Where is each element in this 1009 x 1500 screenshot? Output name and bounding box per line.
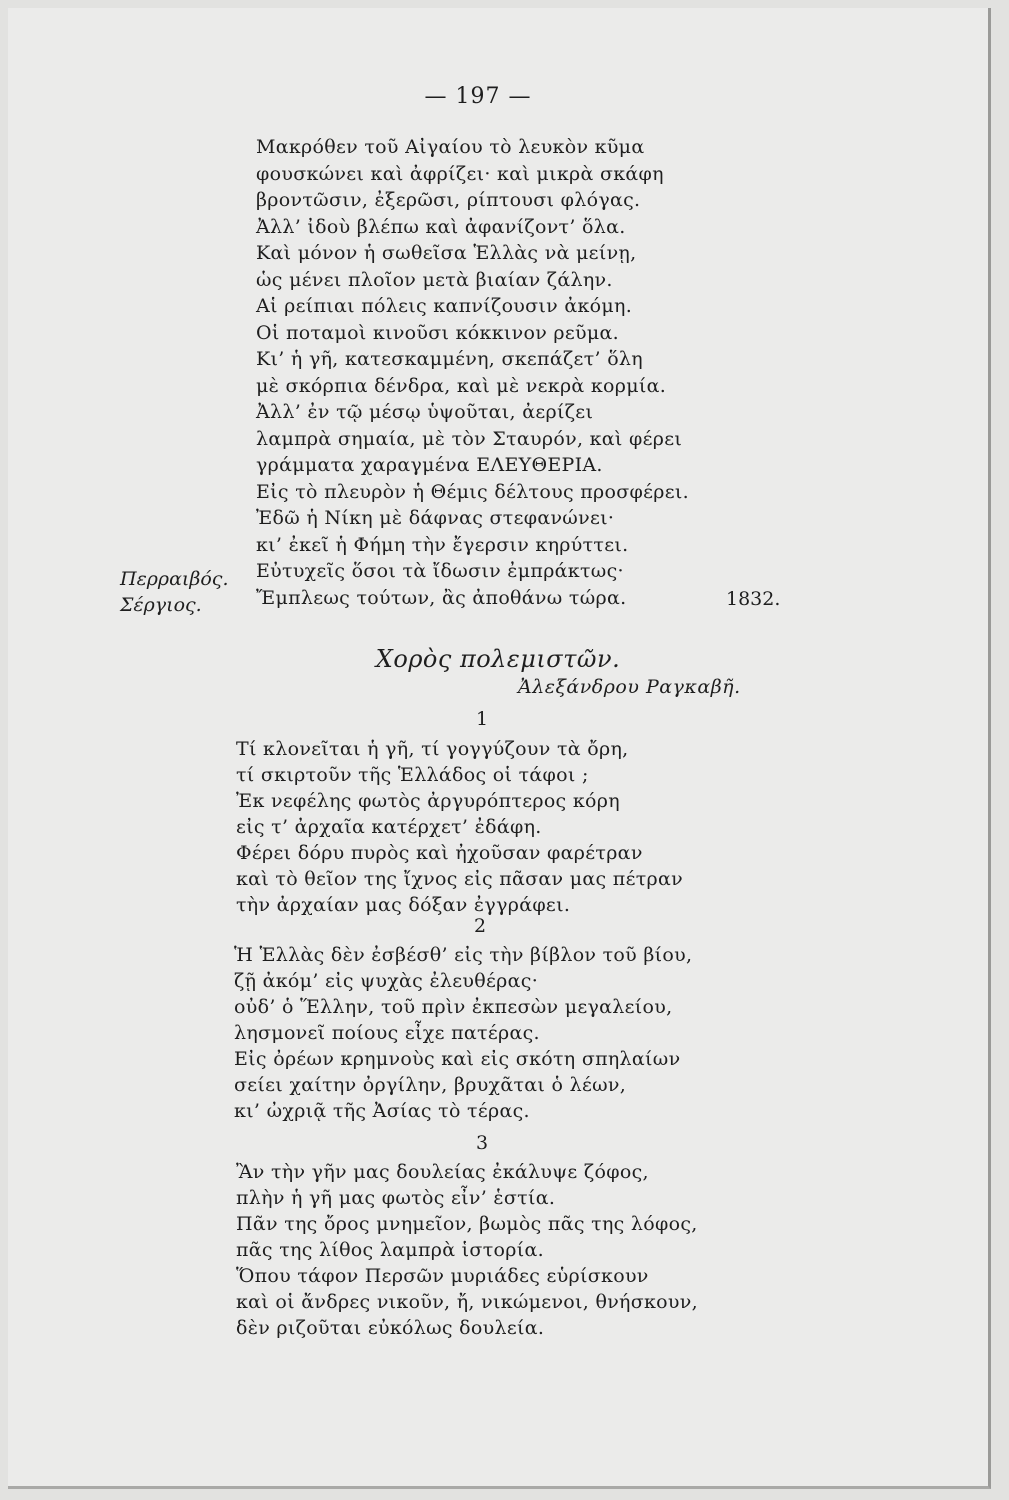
stanza-number: 2 [474, 915, 487, 937]
poem-line: Ἀλλ’ ἰδοὺ βλέπω καὶ ἀφανίζοντ’ ὅλα. [256, 215, 626, 238]
poem-line: Ἡ Ἑλλὰς δὲν ἐσβέσθ’ εἰς τὴν βίβλον τοῦ βίου, [234, 944, 693, 966]
poem-excerpt [256, 134, 689, 611]
poem-line: μὲ σκόρπια δένδρα, καὶ μὲ νεκρὰ κορμία. [256, 374, 667, 397]
poem-line: βροντῶσιν, ἐξερῶσι, ρίπτουσι φλόγας. [256, 189, 641, 211]
stanza-number: 1 [476, 708, 489, 730]
poem-line: πᾶς της λίθος λαμπρὰ ἱστορία. [236, 1239, 544, 1261]
poem-line: λαμπρὰ σημαία, μὲ τὸν Σταυρόν, καὶ φέρει [256, 427, 683, 450]
speaker-label: Περραιβός. [120, 568, 229, 590]
poem-line: Εἰς ὀρέων κρημνοὺς καὶ εἰς σκότη σπηλαίων [234, 1048, 681, 1070]
page-number: — 197 — [424, 84, 532, 109]
poem-line: Πᾶν της ὄρος μνημεῖον, βωμὸς πᾶς της λόφος, [236, 1213, 698, 1235]
poem-line: Ἐδῶ ἡ Νίκη μὲ δάφνας στεφανώνει· [256, 507, 615, 529]
speaker-label: Σέργιος. [120, 594, 202, 616]
poem-line: φουσκώνει καὶ ἀφρίζει· καὶ μικρὰ σκάφη [256, 162, 664, 185]
poem-author: Ἀλεξάνδρου Ραγκαβῆ. [518, 676, 741, 698]
poem-line: ζῇ ἀκόμ’ εἰς ψυχὰς ἐλευθέρας· [234, 970, 539, 992]
poem-line: σείει χαίτην ὀργίλην, βρυχᾶται ὁ λέων, [234, 1074, 627, 1096]
stanza [234, 942, 692, 1124]
poem-line: κι’ ἐκεῖ ἡ Φήμη τὴν ἔγερσιν κηρύττει. [256, 533, 629, 556]
poem-line: οὐδ’ ὁ Ἕλλην, τοῦ πρὶν ἐκπεσὼν μεγαλείου, [234, 996, 673, 1018]
poem-line: τὴν ἀρχαίαν μας δόξαν ἐγγράφει. [236, 894, 571, 916]
poem-line: Ἔμπλεως τούτων, ἂς ἀποθάνω τώρα. [256, 586, 627, 609]
stanza [236, 736, 683, 918]
poem-date: 1832. [726, 588, 781, 610]
poem-line: Αἱ ρείπιαι πόλεις καπνίζουσιν ἀκόμη. [256, 295, 633, 317]
poem-line: εἰς τ’ ἀρχαῖα κατέρχετ’ ἐδάφη. [236, 816, 542, 838]
poem-line: Οἱ ποταμοὶ κινοῦσι κόκκινον ρεῦμα. [256, 321, 620, 344]
poem-line: καὶ οἱ ἄνδρες νικοῦν, ἤ, νικώμενοι, θνήσκουν, [236, 1291, 698, 1313]
poem-line: καὶ τὸ θεῖον της ἴχνος εἰς πᾶσαν μας πέτραν [236, 868, 683, 890]
poem-title: Χορὸς πολεμιστῶν. [375, 645, 621, 673]
poem-line: Κι’ ἡ γῆ, κατεσκαμμένη, σκεπάζετ’ ὅλη [256, 348, 643, 370]
poem-line: Εἰς τὸ πλευρὸν ἡ Θέμις δέλτους προσφέρει. [256, 480, 689, 503]
stanza [236, 1159, 698, 1341]
poem-line: Φέρει δόρυ πυρὸς καὶ ἠχοῦσαν φαρέτραν [236, 842, 643, 864]
poem-line: πλὴν ἡ γῆ μας φωτὸς εἶν’ ἑστία. [236, 1187, 556, 1209]
poem-line: γράμματα χαραγμένα ΕΛΕΥΘΕΡΙΑ. [256, 454, 603, 476]
poem-line: τί σκιρτοῦν τῆς Ἑλλάδος οἱ τάφοι ; [236, 764, 589, 786]
stanza-number: 3 [476, 1132, 489, 1154]
poem-line: Τί κλονεῖται ἡ γῆ, τί γογγύζουν τὰ ὄρη, [236, 738, 629, 760]
book-page [8, 8, 991, 1489]
poem-line: κι’ ὠχριᾷ τῆς Ἀσίας τὸ τέρας. [234, 1100, 530, 1122]
poem-line: Μακρόθεν τοῦ Αἰγαίου τὸ λευκὸν κῦμα [256, 136, 645, 158]
poem-line: Ὅπου τάφον Περσῶν μυριάδες εὑρίσκουν [236, 1265, 649, 1287]
poem-line: Καὶ μόνον ἡ σωθεῖσα Ἑλλὰς νὰ μείνῃ, [256, 242, 637, 264]
poem-line: ὡς μένει πλοῖον μετὰ βιαίαν ζάλην. [256, 268, 613, 291]
poem-line: Εὐτυχεῖς ὅσοι τὰ ἴδωσιν ἐμπράκτως· [256, 560, 624, 582]
poem-line: Ἂν τὴν γῆν μας δουλείας ἐκάλυψε ζόφος, [236, 1161, 649, 1183]
poem-line: δὲν ριζοῦται εὐκόλως δουλεία. [236, 1317, 545, 1339]
poem-line: Ἐκ νεφέλης φωτὸς ἀργυρόπτερος κόρη [236, 790, 620, 812]
poem-line: λησμονεῖ ποίους εἶχε πατέρας. [234, 1022, 540, 1044]
poem-line: Ἀλλ’ ἐν τῷ μέσῳ ὑψοῦται, ἀερίζει [256, 401, 594, 423]
